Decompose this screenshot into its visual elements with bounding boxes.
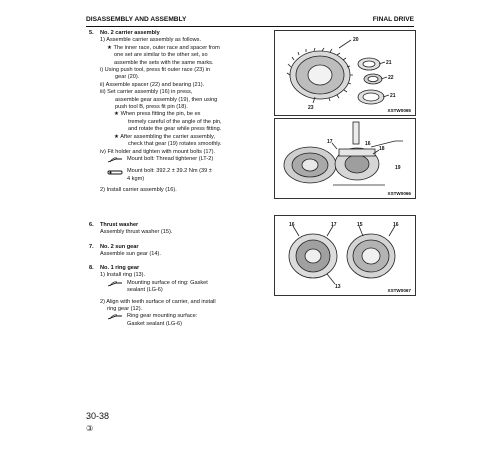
- fig1-label-20: 20: [353, 37, 359, 43]
- sec8-ring-sealant: [89, 280, 267, 287]
- header-chapter-title: FINAL DRIVE: [372, 16, 414, 23]
- sec5-substep-i-a: i) Using push tool, press fit outer race (23) in: [100, 67, 211, 74]
- sec5-step-1: 1) Assemble carrier assembly as follows.: [100, 37, 202, 44]
- fig1-label-21: 21: [386, 60, 392, 66]
- sec5-note-1a: ★ The inner race, outer race and spacer from: [107, 44, 220, 51]
- section-6: [89, 222, 267, 237]
- fig1-label-21b: 21: [390, 93, 396, 99]
- fig2-label-16: 16: [365, 141, 371, 147]
- sec7-text: Assemble sun gear (14).: [100, 251, 161, 258]
- section-8: [89, 265, 267, 328]
- sec5-substep-iv: iv) Fit holder and tighten with mount bolts (17).: [100, 148, 216, 155]
- figure-ring-gear: [274, 215, 416, 296]
- header-section-title: DISASSEMBLY AND ASSEMBLY: [86, 16, 187, 23]
- sec5-substep-iii-a: iii) Set carrier assembly (16) in press,: [100, 89, 193, 96]
- sec5-note-1b: one set are similar to the other set, so: [114, 52, 208, 59]
- sec8-step-2a: 2) Align with teeth surface of carrier, and install: [100, 298, 216, 305]
- sec5-note-2b: tremely careful of the angle of the pin,: [128, 118, 222, 125]
- page-header: [86, 16, 414, 27]
- sec5-substep-i-b: gear (20).: [115, 74, 140, 81]
- section-7-title: No. 2 sun gear: [100, 244, 139, 250]
- sec5-substep-iii-c: push tool B, press fit pin (18).: [115, 104, 188, 111]
- page-number: 30-38: [86, 411, 110, 421]
- torque-spec-text-a: Mount bolt: 392.2 ± 39.2 Nm (39 ±: [127, 168, 212, 175]
- revision-mark: ③: [86, 424, 94, 433]
- section-5: [89, 30, 267, 195]
- sec5-note-2c: and rotate the gear while press fitting.: [128, 126, 222, 133]
- fig1-label-23: 23: [308, 105, 314, 111]
- fig2-label-19: 19: [395, 165, 401, 171]
- figure-1-code: XSTW0065: [387, 108, 411, 113]
- carrier-press-illustration: [275, 119, 415, 198]
- fig2-label-18: 18: [379, 146, 385, 152]
- figure-3-code: XSTW0067: [387, 288, 411, 293]
- section-8-number: 8.: [89, 265, 94, 271]
- sec5-note-2a: ★ When press fitting the pin, be ex: [114, 111, 201, 118]
- fig3-label-16b: 16: [393, 222, 399, 228]
- ring-sealant-text-a: Mounting surface of ring: Gasket: [127, 279, 208, 286]
- fig3-label-15: 15: [357, 222, 363, 228]
- torque-spec-text-b: 4 kgm): [127, 175, 145, 182]
- fig1-label-22: 22: [388, 75, 394, 81]
- fig3-label-17: 17: [331, 222, 337, 228]
- section-6-number: 6.: [89, 222, 94, 228]
- gear-sealant-text-a: Ring gear mounting surface:: [127, 313, 198, 320]
- gear-bearing-illustration: [275, 31, 415, 115]
- liquid-adhesive-icon: [107, 156, 123, 163]
- section-5-title: No. 2 carrier assembly: [100, 30, 160, 36]
- figure-carrier-press: [274, 118, 416, 199]
- sec8-step-2b: ring gear (12).: [107, 306, 143, 313]
- sec5-substep-iii-b: assemble gear assembly (19), then using: [115, 96, 218, 103]
- figure-2-code: XSTW0066: [387, 191, 411, 196]
- sec5-step-2: 2) Install carrier assembly (16).: [100, 187, 177, 194]
- section-6-title: Thrust washer: [100, 222, 139, 228]
- sec5-note-3b: check that gear (19) rotates smoothly.: [128, 141, 222, 148]
- ring-sealant-text-b: sealant (LG-6): [127, 287, 163, 294]
- sec5-note-1c: assemble the sets with the same marks.: [114, 59, 214, 66]
- sec5-torque: [89, 168, 267, 175]
- figure-gear-bearing: [274, 30, 416, 116]
- liquid-gasket-icon: [107, 280, 123, 287]
- ring-gear-illustration: [275, 216, 415, 295]
- fig2-label-17: 17: [327, 139, 333, 145]
- gear-sealant-text-b: Gasket sealant (LG-6): [127, 320, 183, 327]
- sec5-note-3a: ★ After assembling the carrier assembly,: [114, 133, 215, 140]
- sec5-thread-tightener: [89, 156, 267, 163]
- section-5-number: 5.: [89, 30, 94, 36]
- fig3-label-16a: 16: [289, 222, 295, 228]
- sec5-substep-ii: ii) Assemble spacer (22) and bearing (21).: [100, 81, 205, 88]
- sec6-text: Assembly thrust washer (15).: [100, 229, 173, 236]
- fig3-label-13: 13: [335, 284, 341, 290]
- liquid-gasket-icon-2: [107, 313, 123, 320]
- sec8-step-1: 1) Install ring (13).: [100, 272, 146, 279]
- sec8-gear-sealant: [89, 313, 267, 320]
- section-8-title: No. 1 ring gear: [100, 265, 140, 271]
- mount-bolt-tightener-text: Mount bolt: Thread tightener (LT-2): [127, 155, 214, 162]
- section-7-number: 7.: [89, 244, 94, 250]
- section-7: [89, 244, 267, 259]
